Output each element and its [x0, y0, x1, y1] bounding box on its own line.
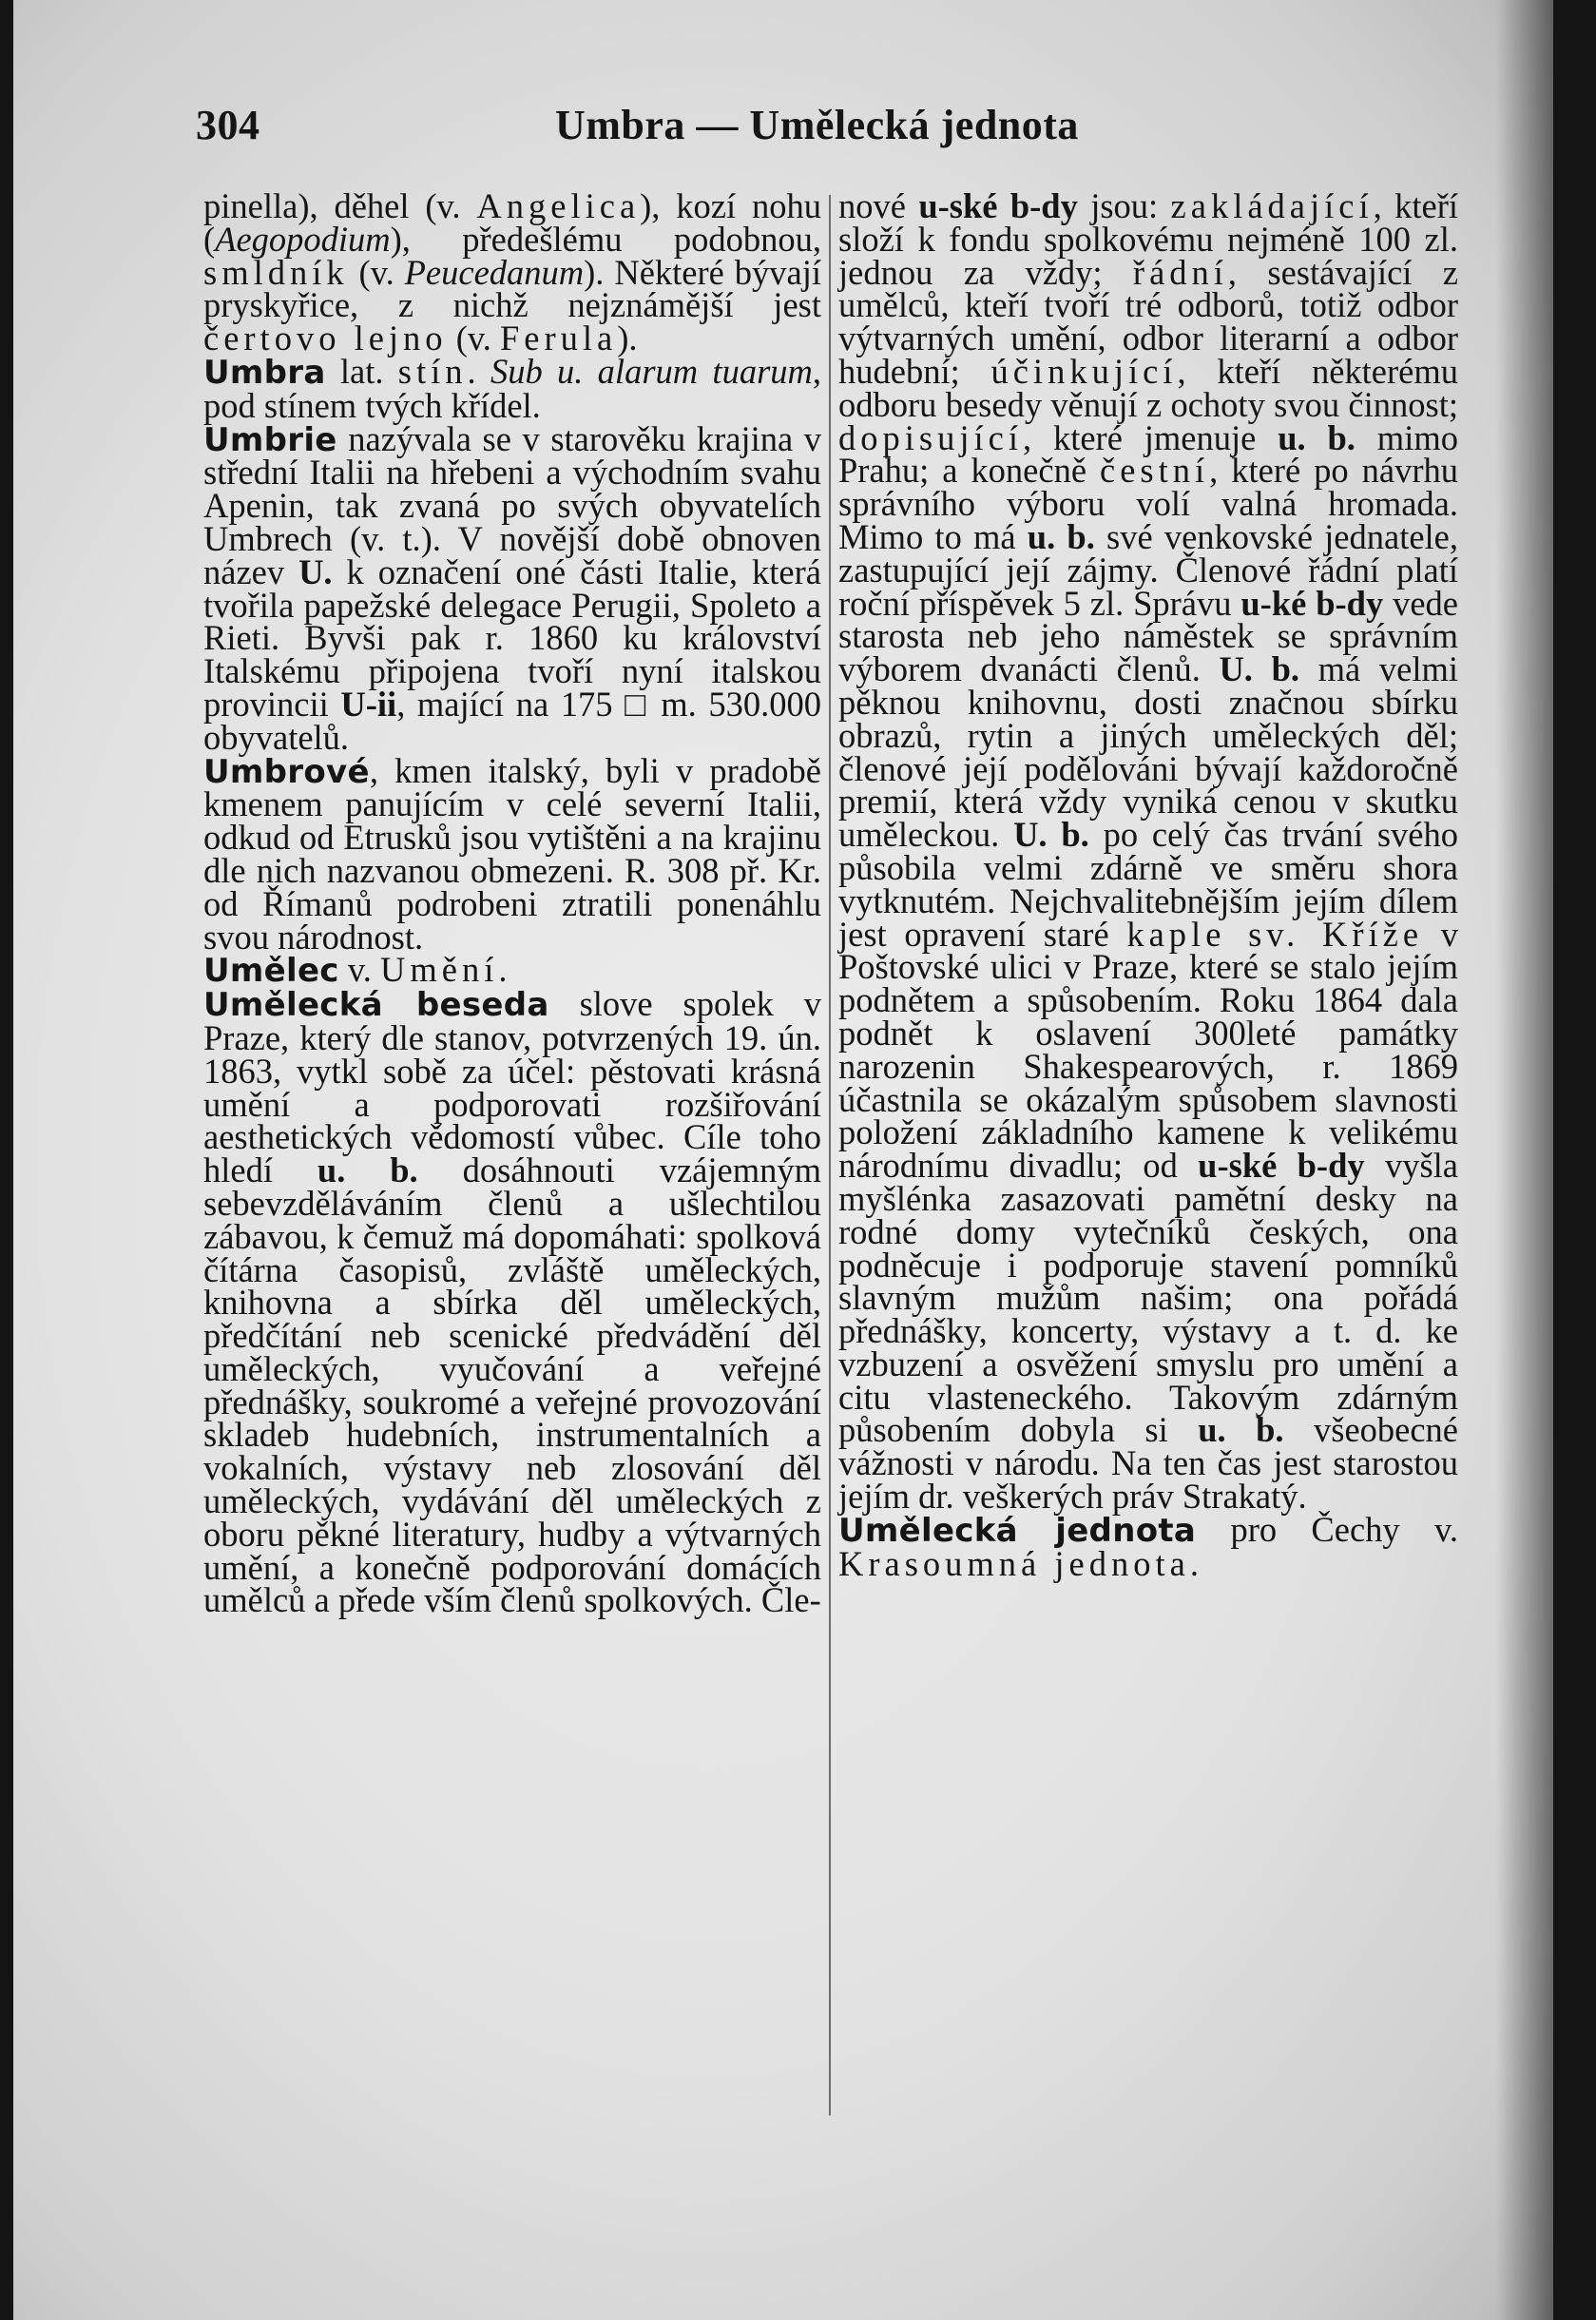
- headword: Umbrové: [203, 752, 370, 791]
- entry-continuation-umbelliferae: pinella), děhel (v. Angelica), kozí nohu (Aegopodium), předešlému podobnou, smldník (v. Peucedanum). Některé bývají pryskyřice, z nichž nejznámější jest čertovo lejno (v. Ferula).: [203, 186, 822, 358]
- scanned-page: [13, 0, 1553, 2320]
- page-header: [13, 95, 1553, 162]
- page-number: 304: [196, 102, 260, 148]
- column-divider: [829, 195, 831, 2116]
- right-column: [838, 186, 1459, 1583]
- headword: Umbra: [203, 353, 326, 392]
- entry-umelecka-beseda-continued: nové u-ské b-dy jsou: zakládající, kteří složí k fondu spolkovému nejméně 100 zl. jednou za vždy; řádní, sestávající z umělců, kteří tvoří tré odborů, totiž odbor výtvarných umění, odbor literarní a odbor hudební; účinkující, kteří některému odboru besedy věnují z ochoty svou činnost; dopisující, které jmenuje u. b. mimo Prahu; a konečně čestní, které po návrhu správního výboru volí valná hromada. Mimo to má u. b. své venkovské jednatele, zastupující její zájmy. Členové řádní platí roční příspěvek 5 zl. Správu u-ké b-dy vede starosta neb jeho náměstek se správním výborem dvanácti členů. U. b. má velmi pěknou knihovnu, dosti značnou sbírku obrazů, rytin a jiných uměleckých děl; členové její podělováni bývají každoročně premií, která vždy vyniká cenou v skutku uměleckou. U. b. po celý čas trvání svého působila velmi zdárně ve směru shora vytknutém. Nejchvalitebnějším jejím dílem jest opravení staré kaple sv. Kříže v Poštovské ulici v Praze, které se stalo jejím podnětem a spůsobením. Roku 1864 dala podnět k oslavení 300leté památky narozenin Shakespearových, r. 1869 účastnila se okázalým spůsobem slavnosti položení základního kamene k velikému národnímu divadlu; od u-ské b-dy vyšla myšlénka zasazovati pamětní desky na rodné domy vytečníků českých, ona podněcuje i podporuje stavení pomníků slavným mužům našim; ona pořádá přednášky, koncerty, výstavy a t. d. ke vzbuzení a osvěžení smyslu pro umění a citu vlasteneckého. Takovým zdárným působením dobyla si u. b. všeobecné vážnosti v národu. Na ten čas jest starostou jejím dr. veškerých práv Strakatý.: [838, 186, 1459, 1517]
- headword: Umělecká jednota: [838, 1511, 1197, 1550]
- headword: Umělecká beseda: [203, 986, 549, 1025]
- entry-umbrove: Umbrové, kmen italský, byli v pradobě kmenem panujícím v celé severní Italii, odkud od Etrusků jsou vytištěni a na krajinu dle nich nazvanou obmezeni. R. 308 př. Kr. od Římanů podrobeni ztratili ponenáhlu svou národnost.: [203, 750, 821, 957]
- entry-umelec: Umělec v. Umění.: [203, 950, 508, 991]
- entry-umbra: Umbra lat. stín. Sub u. alarum tuarum, pod stínem tvých křídel.: [203, 351, 822, 425]
- entry-umelecka-jednota: Umělecká jednota pro Čechy v. Krasoumná jednota.: [838, 1509, 1458, 1583]
- running-title: Umbra — Umělecká jednota: [555, 102, 1079, 148]
- entry-umbrie: Umbrie nazývala se v starověku krajina v střední Italii na hřebeni a východním svahu Apenin, tak zvaná po svých obyvatelích Umbrech (v. t.). V novější době obnoven název U. k označení oné části Italie, která tvořila papežské delegace Perugii, Spoleto a Rieti. Byvši pak r. 1860 ku království Italskému připojena tvoří nyní italskou provincii U-ii, mající na 175 □ m. 530.000 obyvatelů.: [203, 418, 822, 757]
- entry-umelecka-beseda: Umělecká beseda slove spolek v Praze, který dle stanov, potvrzených 19. ún. 1863, vytkl sobě za účel: pěstovati krásná umění a podporovati rozšiřování aesthetických vědomostí vůbec. Cíle toho hledí u. b. dosáhnouti vzájemným sebevzděláváním členů a ušlechtilou zábavou, k čemuž má dopomáhati: spolková čítárna časopisů, zvláště uměleckých, knihovna a sbírka děl uměleckých, předčítání neb scenické předvádění děl uměleckých, vyučování a veřejné přednášky, soukromé a veřejné provozování skladeb hudebních, instrumentalních a vokalních, výstavy neb zlosování děl uměleckých, vydávání děl uměleckých z oboru pěkné literatury, hudby a výtvarných umění, a konečně podporování domácích umělců a přede vším členů spolkových. Čle-: [203, 984, 821, 1620]
- left-column: [203, 186, 822, 1620]
- headword: Umbrie: [203, 420, 337, 459]
- page-edge-shadow: [1496, 0, 1553, 2320]
- headword: Umělec: [203, 952, 339, 991]
